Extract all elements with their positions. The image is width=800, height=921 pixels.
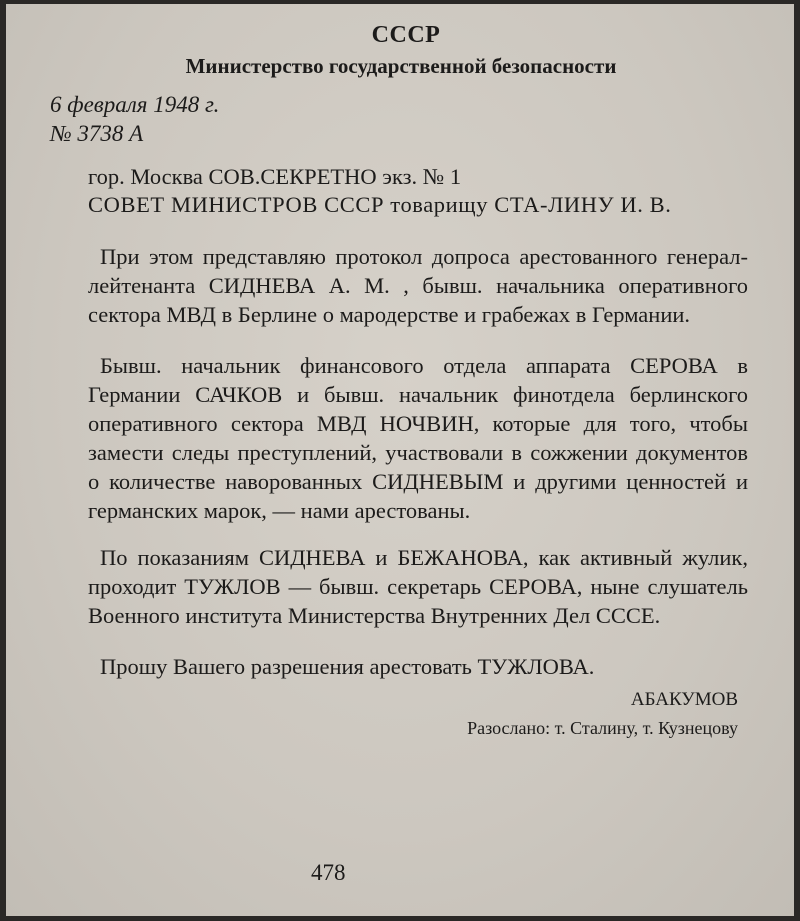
- location-secrecy-line: гор. Москва СОВ.СЕКРЕТНО экз. № 1: [88, 164, 462, 189]
- paragraph-1: При этом представляю протокол допроса арестованного генерал-лейтенанта СИДНЕВА А. М. , бывш. начальника оперативного сектора МВД в Берлине о мародерстве и грабежах в Германии.: [88, 244, 748, 327]
- distribution-note: Разослано: т. Сталину, т. Кузнецову: [467, 718, 738, 738]
- country-header: СССР: [371, 22, 441, 48]
- ministry-header: Министерство государственной безопасности: [185, 54, 617, 78]
- paragraph-3: По показаниям СИДНЕВА и БЕЖАНОВА, как активный жулик, проходит ТУЖЛОВ — бывш. секретарь СЕРОВА, ныне слушатель Военного института Министерства Внутренних Дел СССЕ.: [88, 545, 748, 628]
- addressee-line: СОВЕТ МИНИСТРОВ СССР товарищу СТА-ЛИНУ И. В.: [88, 192, 672, 217]
- page-number: 478: [311, 860, 346, 885]
- paragraph-2: Бывш. начальник финансового отдела аппарата СЕРОВА в Германии САЧКОВ и бывш. начальник финотдела берлинского оперативного сектора МВД НОЧВИН, которые для того, чтобы замести следы преступлений, участвовали в сожжении документов о количестве наворованных СИДНЕВЫМ и другими ценностей и германских марок, — нами арестованы.: [88, 353, 748, 523]
- document-page: [6, 4, 794, 916]
- document-number: № 3738 А: [50, 121, 144, 146]
- paragraph-4: Прошу Вашего разрешения арестовать ТУЖЛОВА.: [100, 654, 595, 679]
- document-date: 6 февраля 1948 г.: [50, 92, 220, 117]
- signature: АБАКУМОВ: [630, 689, 738, 710]
